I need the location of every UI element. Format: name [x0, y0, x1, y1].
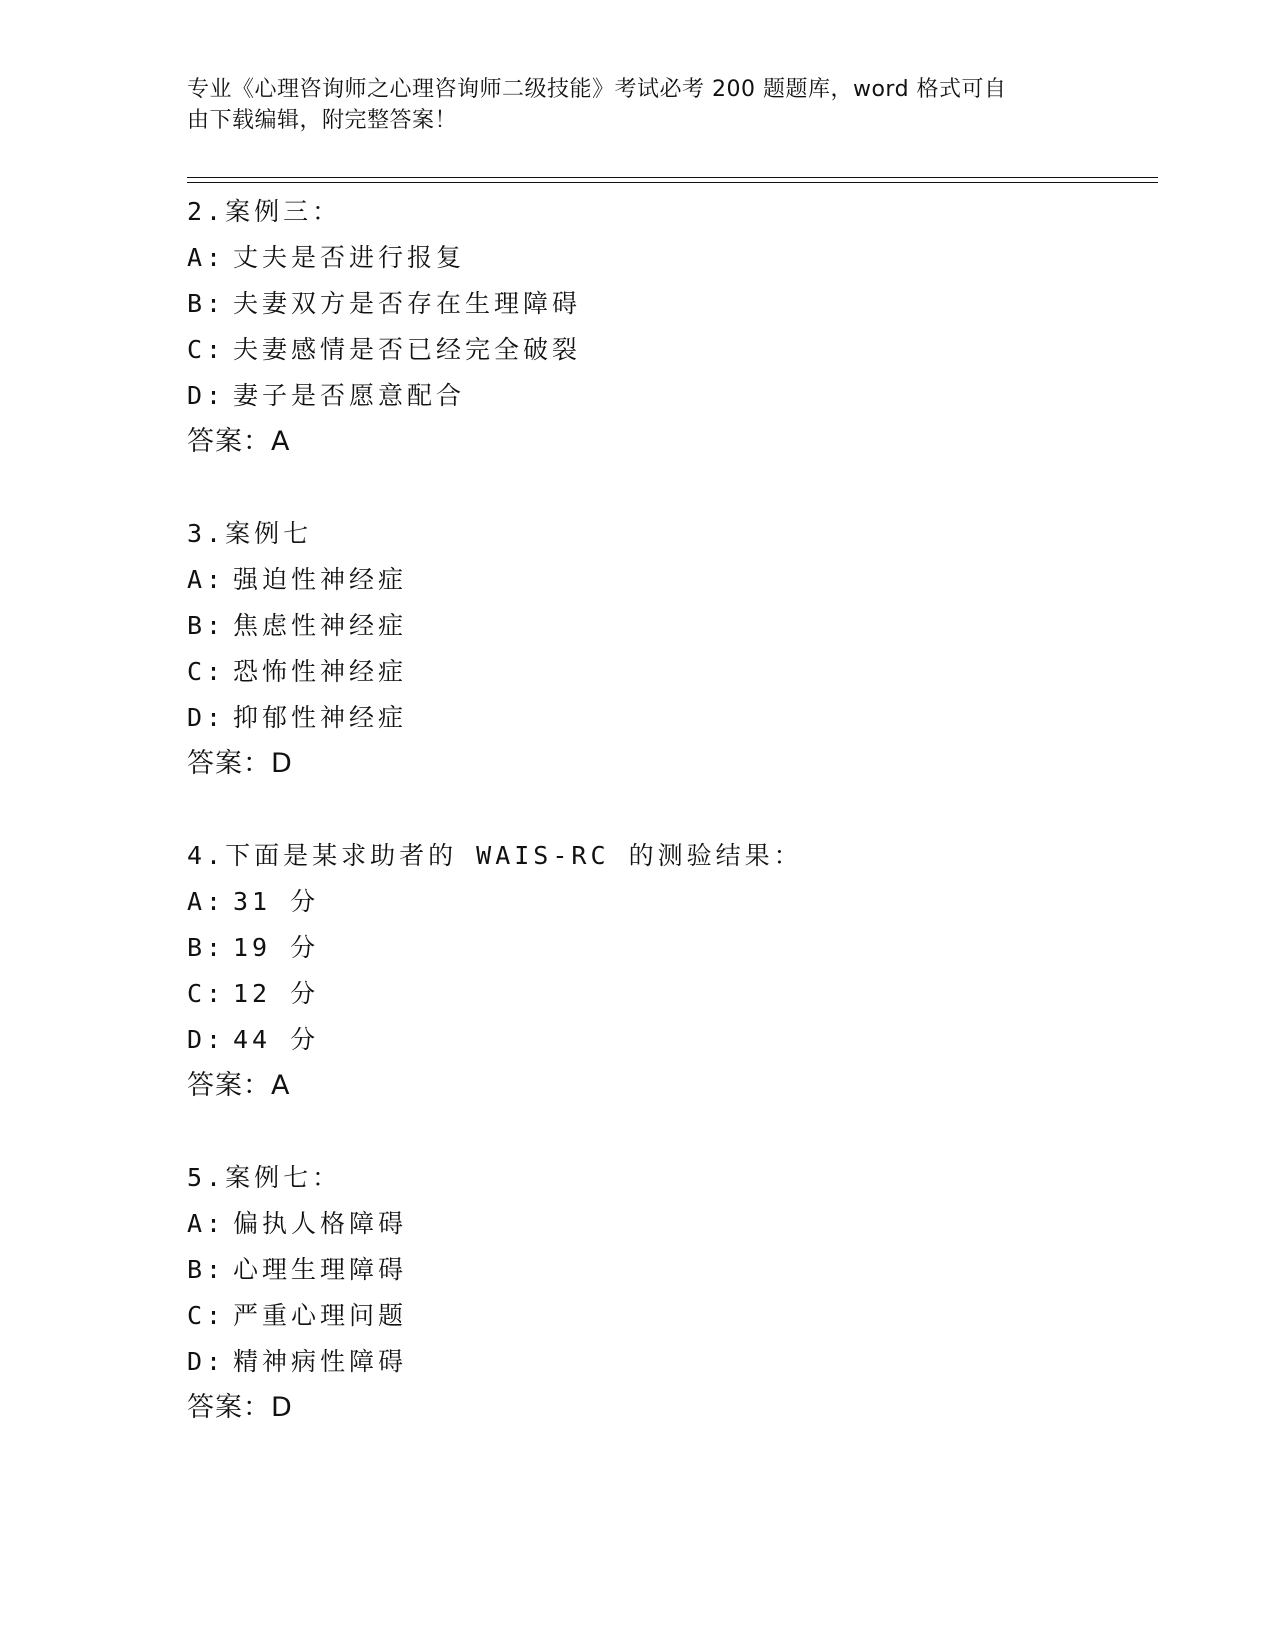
question-stem: 5.案例七：	[187, 1163, 342, 1192]
option-letter: D:	[187, 1347, 226, 1376]
option-text: 焦虑性神经症	[233, 611, 408, 640]
option-text: 44 分	[233, 1025, 320, 1054]
header-line-2: 由下载编辑，附完整答案！	[187, 108, 458, 133]
option-text: 偏执人格障碍	[233, 1209, 408, 1238]
option-text: 妻子是否愿意配合	[233, 381, 466, 410]
answer-line: 答案：D	[187, 748, 293, 779]
option-letter: C:	[187, 335, 226, 364]
option-letter: A:	[187, 887, 226, 916]
option-d	[187, 695, 1147, 741]
question-3	[187, 511, 1147, 787]
answer-line: 答案：D	[187, 1392, 293, 1423]
option-text: 31 分	[233, 887, 320, 916]
option-a	[187, 1201, 1147, 1247]
option-text: 19 分	[233, 933, 320, 962]
answer-line: 答案：A	[187, 1070, 291, 1101]
option-c	[187, 327, 1147, 373]
question-4	[187, 833, 1147, 1109]
option-text: 12 分	[233, 979, 320, 1008]
option-letter: C:	[187, 979, 226, 1008]
option-text: 严重心理问题	[233, 1301, 408, 1330]
option-letter: C:	[187, 1301, 226, 1330]
question-stem: 3.案例七	[187, 519, 313, 548]
option-a	[187, 557, 1147, 603]
header-divider-top	[187, 177, 1158, 178]
header-divider-bottom	[187, 182, 1158, 183]
question-stem: 4.下面是某求助者的 WAIS-RC 的测验结果：	[187, 841, 803, 870]
question-list	[187, 189, 1147, 1477]
document-header	[187, 74, 1087, 136]
option-b	[187, 603, 1147, 649]
option-a	[187, 235, 1147, 281]
option-a	[187, 879, 1147, 925]
option-text: 心理生理障碍	[233, 1255, 408, 1284]
option-c	[187, 1293, 1147, 1339]
option-d	[187, 1017, 1147, 1063]
option-text: 恐怖性神经症	[233, 657, 408, 686]
option-text: 强迫性神经症	[233, 565, 408, 594]
option-letter: A:	[187, 243, 226, 272]
option-letter: B:	[187, 933, 226, 962]
header-line-1: 专业《心理咨询师之心理咨询师二级技能》考试必考 200 题题库，word 格式可自	[187, 77, 1007, 102]
option-c	[187, 971, 1147, 1017]
option-letter: D:	[187, 703, 226, 732]
option-text: 夫妻感情是否已经完全破裂	[233, 335, 582, 364]
option-letter: B:	[187, 289, 226, 318]
option-letter: A:	[187, 565, 226, 594]
option-letter: D:	[187, 1025, 226, 1054]
option-text: 精神病性障碍	[233, 1347, 408, 1376]
option-letter: A:	[187, 1209, 226, 1238]
option-c	[187, 649, 1147, 695]
option-b	[187, 1247, 1147, 1293]
question-stem: 2.案例三：	[187, 197, 342, 226]
option-b	[187, 925, 1147, 971]
option-b	[187, 281, 1147, 327]
option-text: 丈夫是否进行报复	[233, 243, 466, 272]
option-letter: C:	[187, 657, 226, 686]
question-5	[187, 1155, 1147, 1431]
option-letter: B:	[187, 1255, 226, 1284]
option-letter: D:	[187, 381, 226, 410]
option-text: 夫妻双方是否存在生理障碍	[233, 289, 582, 318]
option-text: 抑郁性神经症	[233, 703, 408, 732]
question-2	[187, 189, 1147, 465]
option-d	[187, 373, 1147, 419]
option-letter: B:	[187, 611, 226, 640]
answer-line: 答案：A	[187, 426, 291, 457]
option-d	[187, 1339, 1147, 1385]
